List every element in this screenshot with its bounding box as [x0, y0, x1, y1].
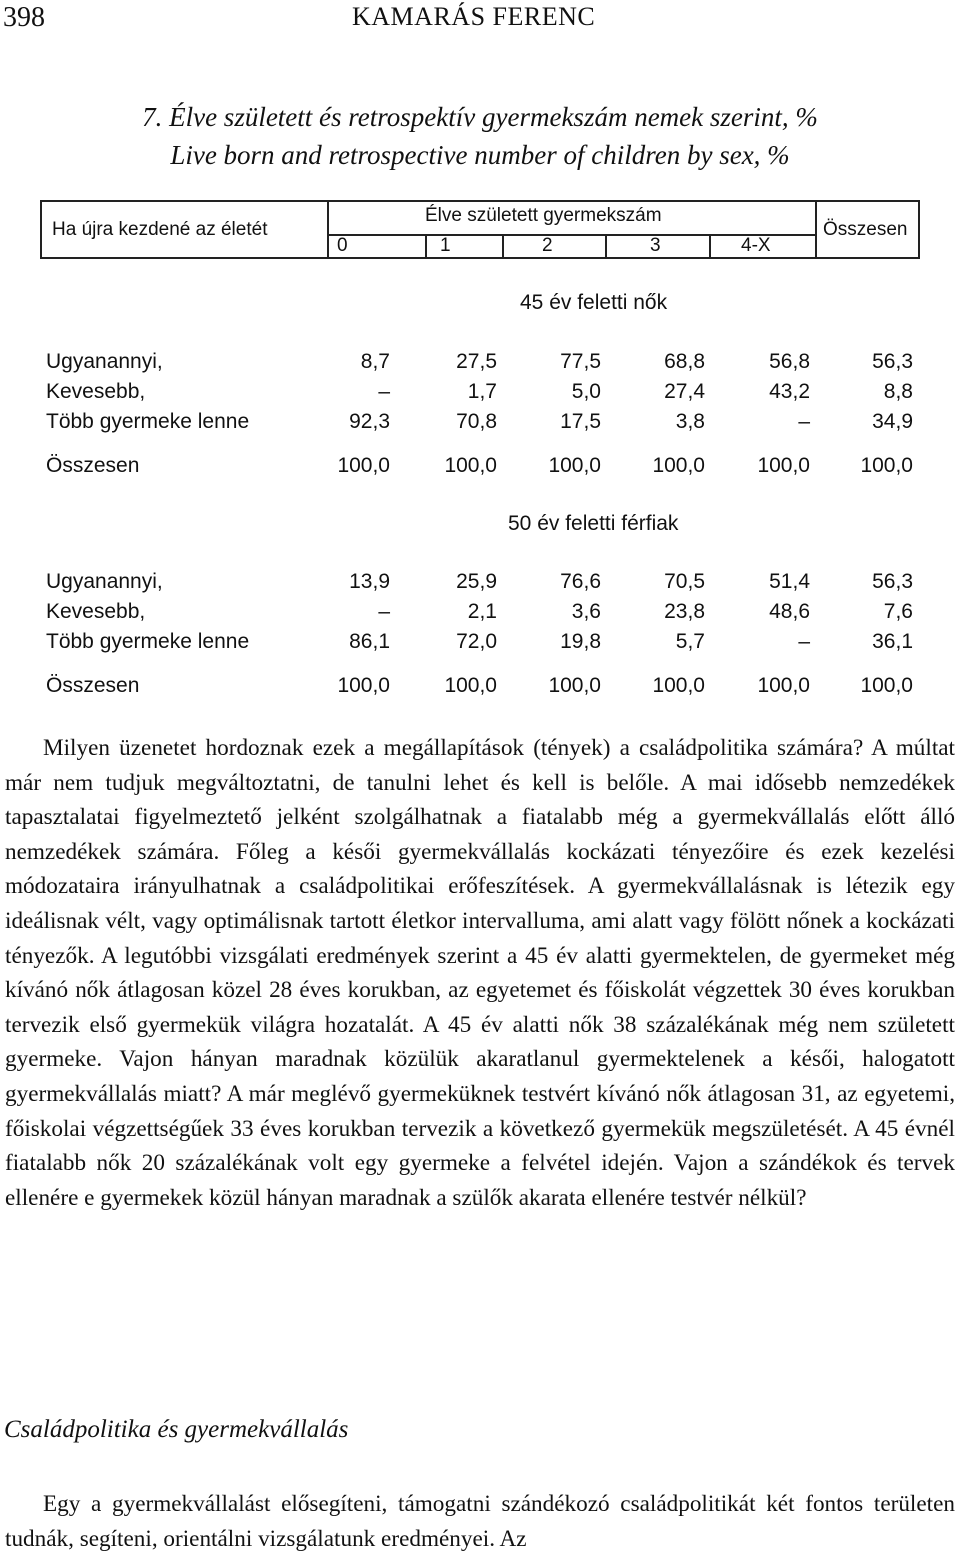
table-cell: 100,0: [652, 674, 705, 697]
table-header-divider: [605, 234, 607, 257]
column-header: 3: [650, 235, 661, 256]
column-header: 2: [542, 235, 553, 256]
table-cell: 72,0: [456, 630, 497, 653]
table-cell: 23,8: [664, 600, 705, 623]
total-row-label: Összesen: [46, 674, 140, 697]
table-cell: 7,6: [883, 600, 913, 623]
table-header-divider: [502, 234, 504, 257]
table-header-divider: [815, 202, 817, 257]
row-label: Ugyanannyi,: [46, 350, 163, 373]
table-cell: 2,1: [467, 600, 497, 623]
table-cell: 8,8: [883, 380, 913, 403]
table-cell: 100,0: [337, 454, 390, 477]
table-cell: 34,9: [872, 410, 913, 433]
table-cell: 77,5: [560, 350, 601, 373]
table-cell: 17,5: [560, 410, 601, 433]
table-cell: 51,4: [769, 570, 810, 593]
column-header: 4-X: [741, 235, 771, 256]
page-number: 398: [3, 2, 45, 33]
section-title: 50 év feletti férfiak: [508, 512, 679, 535]
table-cell: 100,0: [757, 454, 810, 477]
table-header-divider: [425, 234, 427, 257]
table-cell: 100,0: [548, 674, 601, 697]
table-cell: –: [798, 630, 810, 653]
table-cell: 70,8: [456, 410, 497, 433]
table-cell: –: [378, 600, 390, 623]
table-cell: 3,6: [571, 600, 601, 623]
running-head-author: KAMARÁS FERENC: [352, 2, 596, 31]
table-cell: 19,8: [560, 630, 601, 653]
table-cell: 70,5: [664, 570, 705, 593]
table-cell: 100,0: [444, 674, 497, 697]
table-cell: 86,1: [349, 630, 390, 653]
table-cell: –: [378, 380, 390, 403]
table-cell: 27,4: [664, 380, 705, 403]
row-label: Több gyermeke lenne: [46, 630, 250, 653]
group-header: Élve született gyermekszám: [425, 205, 662, 226]
table-cell: 56,3: [872, 570, 913, 593]
row-label: Ugyanannyi,: [46, 570, 163, 593]
table-cell: 68,8: [664, 350, 705, 373]
section-title: 45 év feletti nők: [520, 291, 668, 314]
table-cell: 100,0: [860, 674, 913, 697]
table-cell: 100,0: [757, 674, 810, 697]
row-label: Kevesebb,: [46, 380, 146, 403]
table-header-divider: [709, 234, 711, 257]
table-cell: 100,0: [444, 454, 497, 477]
table-cell: 43,2: [769, 380, 810, 403]
table-cell: 92,3: [349, 410, 390, 433]
column-header: 0: [337, 235, 348, 256]
table-cell: 5,7: [675, 630, 705, 653]
table-cell: 36,1: [872, 630, 913, 653]
table-cell: 27,5: [456, 350, 497, 373]
table-cell: 56,3: [872, 350, 913, 373]
body-paragraph: [5, 731, 955, 1215]
total-column-header: Összesen: [823, 219, 908, 240]
column-header: 1: [440, 235, 451, 256]
table-cell: 56,8: [769, 350, 810, 373]
table-cell: 100,0: [337, 674, 390, 697]
table-cell: 100,0: [652, 454, 705, 477]
table-cell: 1,7: [467, 380, 497, 403]
table-cell: 100,0: [548, 454, 601, 477]
table-caption-en: Live born and retrospective number of children by sex, %: [170, 140, 790, 170]
paragraph-text: Milyen üzenetet hordoznak ezek a megállapítások (tények) a családpolitika számára? A múltat már nem tudjuk megváltoztatni, de tanulni lehet és kell is belőle. A mai idősebb nemzedékek tapasztalatai figyelmeztető jelként szolgálhatnak a fiatalabb még a gyermekvállalás előtt álló nemzedékek számára. Főleg a késői gyermekvállalás kockázati tényezőire és ezek kezelési módozataira irányulhatnak a családpolitikai erőfeszítések. A gyermekvállalásnak is létezik egy ideálisnak vélt, vagy optimálisnak tartott életkor intervalluma, ami alatt vagy fölött nőnek a kockázati tényezők. A legutóbbi vizsgálati eredmények szerint a 45 év alatti gyermektelen, de gyermeket még kívánó nők átlagosan közel 28 éves korukban, az egyetemet és főiskolát végzettek 30 éves korukban tervezik első gyermekük világra hozatalát. A 45 év alatti nők 38 százalékának még nem született gyermeke. Vajon hányan maradnak közülük akaratlanul gyermektelenek a késői, halogatott gyermekvállalás miatt? A már meglévő gyermeküknek testvért kívánó nők átlagosan 31, az egyetemi, főiskolai végzettségűek 33 éves korukban tervezik a következő gyermekük megszületését. A 45 évnél fiatalabb nők 20 százalékának volt egy gyermeke a felvétel idején. Vajon a szándékok és tervek ellenére e gyermekek közül hányan maradnak a szülők akarata ellenére testvér nélkül?: [5, 735, 955, 1211]
section-subheading: Családpolitika és gyermekvállalás: [4, 1416, 349, 1443]
row-label: Több gyermeke lenne: [46, 410, 250, 433]
table-caption-hu: 7. Élve született és retrospektív gyermekszám nemek szerint, %: [142, 102, 818, 132]
table-header-divider: [327, 202, 329, 257]
table-cell: 13,9: [349, 570, 390, 593]
table-cell: 100,0: [860, 454, 913, 477]
table-cell: 3,8: [675, 410, 705, 433]
table-cell: 8,7: [360, 350, 390, 373]
row-header: Ha újra kezdené az életét: [52, 219, 268, 240]
table-cell: 48,6: [769, 600, 810, 623]
table-cell: 25,9: [456, 570, 497, 593]
total-row-label: Összesen: [46, 454, 140, 477]
paragraph-text: Egy a gyermekvállalást elősegíteni, támogatni szándékozó családpolitikát két fontos területen tudnák, segíteni, orientálni vizsgálatunk eredményei. Az: [5, 1491, 955, 1552]
table-cell: –: [798, 410, 810, 433]
table-cell: 76,6: [560, 570, 601, 593]
body-paragraph: [5, 1487, 955, 1556]
table-cell: 5,0: [571, 380, 601, 403]
row-label: Kevesebb,: [46, 600, 146, 623]
